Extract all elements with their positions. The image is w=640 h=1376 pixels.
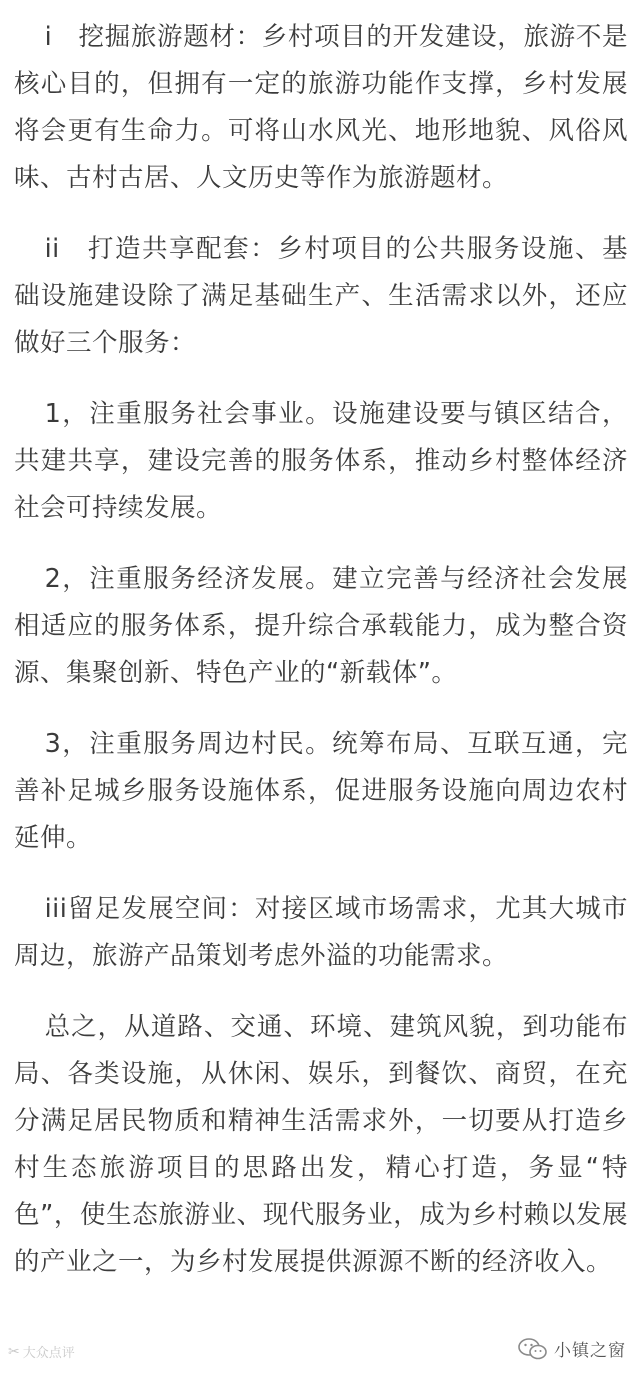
article-body: [14, 14, 628, 1310]
account-name: 小镇之窗: [554, 1341, 626, 1361]
right-watermark: [518, 1336, 626, 1361]
left-watermark: [8, 1342, 75, 1361]
paragraph-tourism-theme: i 挖掘旅游题材：乡村项目的开发建设，旅游不是核心目的，但拥有一定的旅游功能作支撑，乡村发展将会更有生命力。可将山水风光、地形地貌、风俗风味、古村古居、人文历史等作为旅游题材。: [14, 22, 628, 193]
paragraph-service-social: 1，注重服务社会事业。设施建设要与镇区结合，共建共享，建设完善的服务体系，推动乡村整体经济社会可持续发展。: [14, 399, 628, 523]
paragraph-shared-facilities: ii 打造共享配套：乡村项目的公共服务设施、基础设施建设除了满足基础生产、生活需求以外，还应做好三个服务：: [14, 234, 628, 358]
wechat-icon: [518, 1337, 548, 1361]
left-watermark-text: 大众点评: [22, 1346, 75, 1361]
paragraph-service-villagers: 3，注重服务周边村民。统筹布局、互联互通，完善补足城乡服务设施体系，促进服务设施向周边农村延伸。: [14, 729, 628, 853]
watermark-mark-icon: ✂: [8, 1343, 20, 1360]
paragraph-conclusion: 总之，从道路、交通、环境、建筑风貌，到功能布局、各类设施，从休闲、娱乐，到餐饮、商贸，在充分满足居民物质和精神生活需求外，一切要从打造乡村生态旅游项目的思路出发，精心打造，务显“特色”，使生态旅游业、现代服务业，成为乡村赖以发展的产业之一，为乡村发展提供源源不断的经济收入。: [14, 1012, 628, 1277]
footer-watermarks: [0, 1336, 640, 1370]
paragraph-service-economy: 2，注重服务经济发展。建立完善与经济社会发展相适应的服务体系，提升综合承载能力，成为整合资源、集聚创新、特色产业的“新载体”。: [14, 564, 628, 688]
paragraph-development-space: iii留足发展空间：对接区域市场需求，尤其大城市周边，旅游产品策划考虑外溢的功能需求。: [14, 894, 628, 971]
